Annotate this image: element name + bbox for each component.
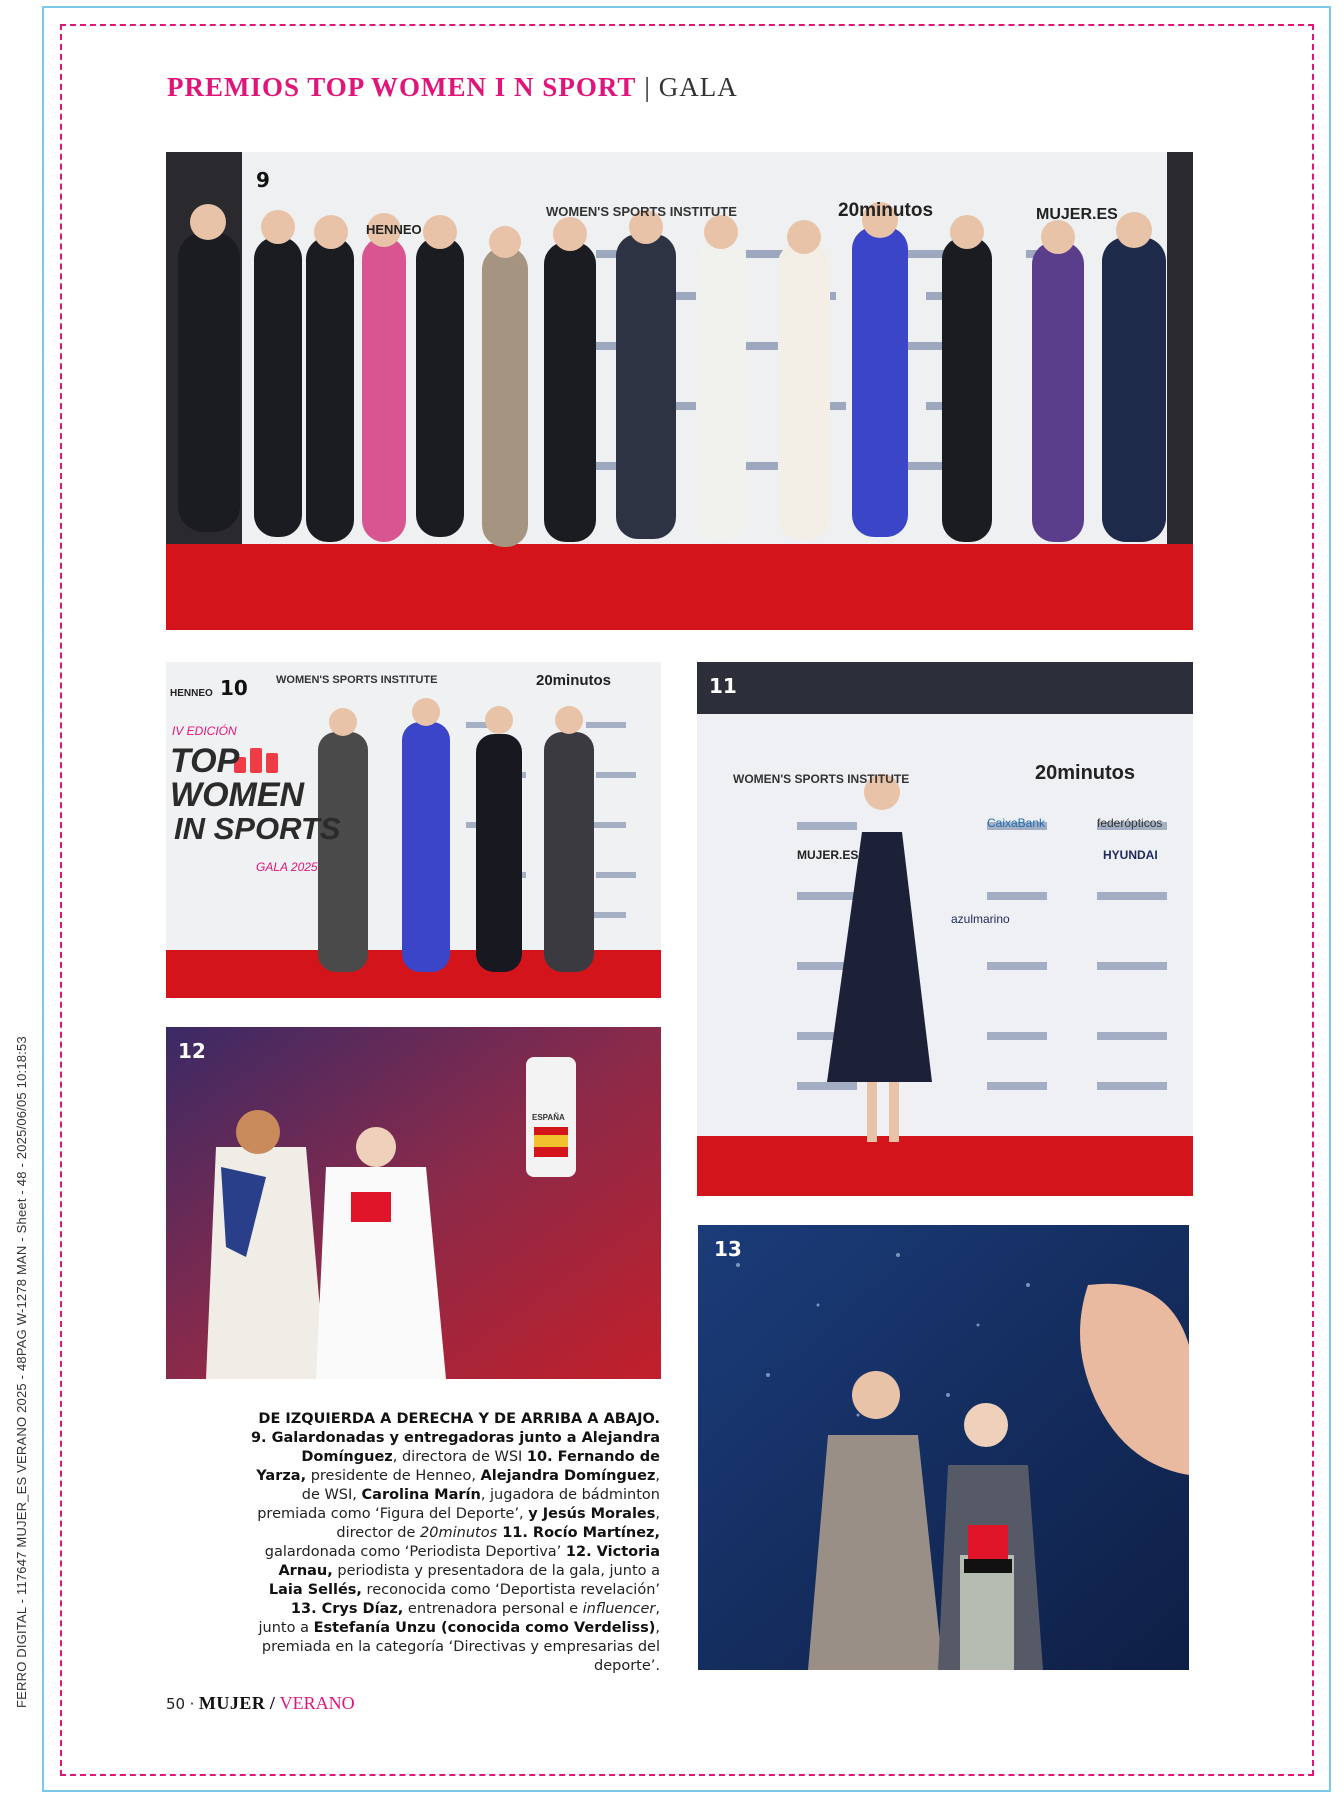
photo-13-number: 13 — [714, 1237, 742, 1261]
caption-12-text: periodista y presentadora de la gala, junto a — [332, 1563, 660, 1579]
photo-10-event-women: WOMEN — [170, 776, 305, 814]
caption-9-lead: 9. Galardonadas y entregadoras junto a Alejandra Domínguez — [250, 1430, 660, 1465]
photo-11-logo-wsi: WOMEN'S SPORTS INSTITUTE — [733, 772, 910, 786]
issue-name: VERANO — [279, 1693, 355, 1713]
header-separator: | — [644, 72, 651, 102]
photo-10-logo-henneo: HENNEO — [170, 688, 213, 699]
caption-10-name-4: y Jesús Morales — [528, 1506, 656, 1522]
caption-10-lead: 10. Fernando de Yarza, — [256, 1449, 660, 1484]
photo-11-number: 11 — [709, 674, 737, 698]
photo-10-event-sports: IN SPORTS — [174, 811, 341, 846]
photo-9-logo-wsi: WOMEN'S SPORTS INSTITUTE — [546, 204, 737, 219]
photo-13-group — [698, 1225, 1189, 1670]
caption-11-lead: 11. Rocío Martínez, — [497, 1525, 660, 1541]
photo-12-group — [166, 1027, 661, 1379]
photo-9-logo-20minutos: 20minutos — [838, 200, 934, 221]
photo-9-group — [166, 152, 1193, 630]
photo-10-logo-wsi: WOMEN'S SPORTS INSTITUTE — [276, 674, 438, 686]
caption-12-name-2: Laia Sellés, — [268, 1582, 362, 1598]
page-number: 50 — [166, 1695, 186, 1713]
photo-12-flag-text: ESPAÑA — [532, 1113, 565, 1122]
photo-10-logo-20minutos: 20minutos — [536, 672, 612, 689]
photo-10-event-sub: GALA 2025 — [256, 860, 318, 874]
photo-11-logo-hyundai: HYUNDAI — [1103, 848, 1158, 862]
caption-11-text: galardonada como ‘Periodista Deportiva’ — [264, 1544, 566, 1560]
caption-12-lead: 12. Victoria Arnau, — [278, 1544, 660, 1579]
photo-11-logo-mujeres: MUJER.ES — [797, 848, 859, 862]
photo-10-edition: IV EDICIÓN — [172, 724, 237, 738]
magazine-name: MUJER — [198, 1693, 266, 1713]
page-header — [167, 72, 738, 103]
caption-9-text: , directora de WSI — [392, 1449, 527, 1465]
photo-9-logo-mujeres: MUJER.ES — [1036, 206, 1118, 223]
caption-10-text: presidente de Henneo, — [306, 1468, 481, 1484]
photo-9-number: 9 — [256, 168, 270, 192]
caption-10-text-4: , director de — [336, 1506, 660, 1541]
printer-slug: FERRO DIGITAL - 117647 MUJER_ES VERANO 2025 - 48PAG W-1278 MAN - Sheet - 48 - 2025/06/05 10:18:53 — [14, 1036, 29, 1708]
photo-13-image — [698, 1225, 1189, 1670]
page-footer — [166, 1693, 355, 1714]
photo-10-number: 10 — [220, 676, 248, 700]
caption-13-text-2: , junto a — [258, 1601, 660, 1636]
photo-10-group — [166, 662, 661, 998]
photo-11-image — [697, 662, 1193, 1196]
photo-11-logo-azulmarino: azulmarino — [951, 912, 1010, 926]
photo-10-event-top: TOP — [170, 742, 240, 780]
header-section: GALA — [658, 72, 738, 102]
caption-13-lead: 13. Crys Díaz, — [290, 1601, 404, 1617]
photo-12-number: 12 — [178, 1039, 206, 1063]
caption-12-text-2: reconocida como ‘Deportista revelación’ — [361, 1582, 660, 1598]
photo-captions — [250, 1410, 660, 1676]
caption-10-text-3: , jugadora de bádminton premiada como ‘Figura del Deporte’, — [257, 1487, 660, 1522]
caption-10-publication: 20minutos — [420, 1525, 498, 1541]
caption-heading: DE IZQUIERDA A DERECHA Y DE ARRIBA A ABAJO. — [258, 1411, 660, 1427]
photo-11-logo-20minutos: 20minutos — [1035, 762, 1136, 784]
photo-11-logo-caixabank: CaixaBank — [987, 816, 1046, 830]
header-title: PREMIOS TOP WOMEN I N SPORT — [167, 72, 637, 102]
photo-11-logo-federopticos: federópticos — [1097, 816, 1163, 830]
footer-slash: / — [269, 1693, 276, 1713]
caption-10-name-2: Alejandra Domínguez — [480, 1468, 656, 1484]
caption-13-text: entrenadora personal e — [403, 1601, 583, 1617]
caption-13-italic: influencer — [582, 1601, 656, 1617]
footer-dot: · — [189, 1695, 195, 1713]
caption-13-text-3: , premiada en la categoría ‘Directivas y empresarias del deporte’. — [261, 1620, 660, 1674]
photo-9-logo-henneo: HENNEO — [366, 222, 422, 237]
photo-11-group — [697, 662, 1193, 1196]
photo-12-image — [166, 1027, 661, 1379]
caption-13-name-2: Estefanía Unzu (conocida como Verdeliss) — [313, 1620, 656, 1636]
caption-10-text-2: , de WSI, — [301, 1468, 660, 1503]
caption-10-name-3: Carolina Marín — [361, 1487, 481, 1503]
